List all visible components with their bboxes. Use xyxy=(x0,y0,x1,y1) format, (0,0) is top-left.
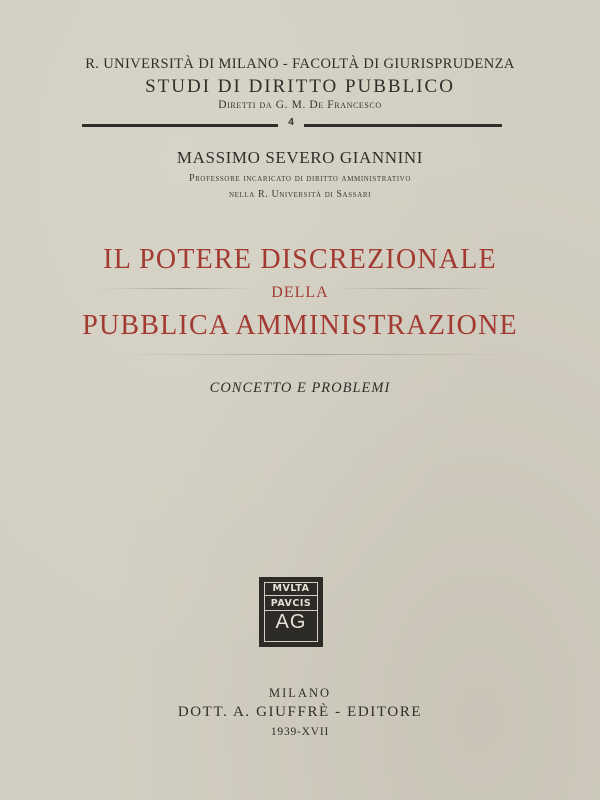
title-line-2: DELLA xyxy=(271,284,329,301)
logo-text-line-2: PAVCIS xyxy=(270,598,312,609)
series-institution: R. UNIVERSITÀ DI MILANO - FACOLTÀ DI GIURISPRUDENZA xyxy=(85,56,515,72)
faint-line xyxy=(110,354,520,355)
volume-number: 4 xyxy=(288,117,294,128)
title-line-3: PUBBLICA AMMINISTRAZIONE xyxy=(82,310,518,341)
logo-divider xyxy=(264,595,318,596)
subtitle: CONCETTO E PROBLEMI xyxy=(209,380,391,396)
series-rule xyxy=(82,118,502,132)
author-institution: nella R. Università di Sassari xyxy=(228,189,372,200)
series-editor-line: Diretti da G. M. De Francesco xyxy=(218,99,382,111)
imprint-publisher: DOTT. A. GIUFFRÈ - EDITORE xyxy=(177,704,423,720)
author-name: MASSIMO SEVERO GIANNINI xyxy=(176,148,424,167)
logo-monogram: AG xyxy=(275,611,307,633)
publisher-mark-logo xyxy=(259,577,323,647)
rule-right xyxy=(304,124,502,127)
author-role: Professore incaricato di diritto amministrativo xyxy=(188,173,411,184)
title-line-1: IL POTERE DISCREZIONALE xyxy=(103,244,497,275)
imprint-year: 1939-XVII xyxy=(270,726,330,738)
series-title: STUDI DI DIRITTO PUBBLICO xyxy=(145,76,455,97)
rule-left xyxy=(82,124,278,127)
imprint-city: MILANO xyxy=(269,686,331,700)
logo-text-line-1: MVLTA xyxy=(272,583,310,594)
